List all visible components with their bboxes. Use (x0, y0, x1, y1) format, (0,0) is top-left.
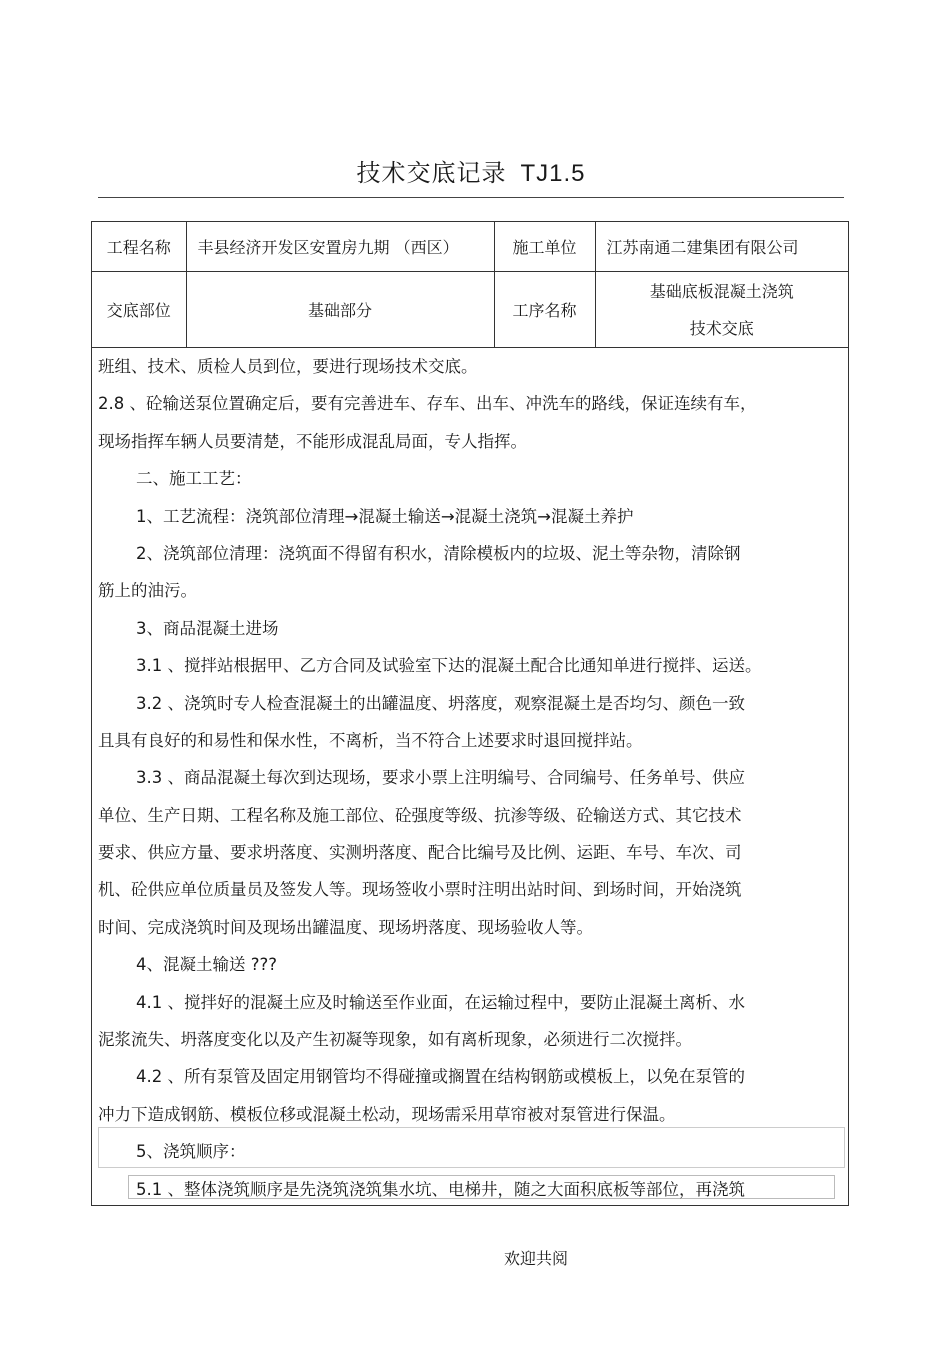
title-code: TJ1.5 (520, 160, 586, 187)
body-line: 2、浇筑部位清理：浇筑面不得留有积水，清除模板内的垃圾、泥土等杂物，清除钢 (136, 543, 741, 563)
contractor-label: 施工单位 (494, 222, 595, 272)
process-name-label: 工序名称 (494, 272, 595, 348)
body-line: 泥浆流失、坍落度变化以及产生初凝等现象，如有离析现象，必须进行二次搅拌。 (98, 1030, 692, 1050)
body-line: 4.2 、所有泵管及固定用钢管均不得碰撞或搁置在结构钢筋或模板上，以免在泵管的 (136, 1067, 745, 1087)
body-line: 2.8 、砼输送泵位置确定后，要有完善进车、存车、出车、冲洗车的路线，保证连续有车， (98, 394, 757, 414)
project-name-value: 丰县经济开发区安置房九期 （西区） (186, 222, 494, 272)
body-line: 4.1 、搅拌好的混凝土应及时输送至作业面，在运输过程中，要防止混凝土离析、水 (136, 992, 745, 1012)
header-row-part (92, 272, 848, 348)
body-line: 筋上的油污。 (98, 581, 197, 601)
body-line: 5、浇筑顺序： (136, 1142, 246, 1162)
body-line: 3.3 、商品混凝土每次到达现场，要求小票上注明编号、合同编号、任务单号、供应 (136, 768, 745, 788)
header-row-project (92, 222, 848, 272)
body-line: 机、砼供应单位质量员及签发人等。现场签收小票时注明出站时间、到场时间，开始浇筑 (98, 880, 742, 900)
body-line: 3.2 、浇筑时专人检查混凝土的出罐温度、坍落度，观察混凝土是否均匀、颜色一致 (136, 693, 745, 713)
handover-part-label: 交底部位 (92, 272, 186, 348)
body-line: 3.1 、搅拌站根据甲、乙方合同及试验室下达的混凝土配合比通知单进行搅拌、运送。 (136, 656, 762, 676)
project-name-label: 工程名称 (92, 222, 186, 272)
section-heading: 二、施工工艺： (136, 469, 252, 489)
body-line: 现场指挥车辆人员要清楚，不能形成混乱局面，专人指挥。 (98, 431, 527, 451)
body-line: 班组、技术、质检人员到位，要进行现场技术交底。 (98, 357, 478, 376)
header-table (92, 222, 848, 348)
body-line: 3、商品混凝土进场 (136, 618, 279, 638)
body-line: 1、工艺流程：浇筑部位清理→混凝土输送→混凝土浇筑→混凝土养护 (136, 506, 634, 526)
process-name-line1: 基础底板混凝土浇筑 (649, 281, 794, 301)
body-line: 且具有良好的和易性和保水性，不离析，当不符合上述要求时退回搅拌站。 (98, 730, 643, 750)
body-line: 要求、供应方量、要求坍落度、实测坍落度、配合比编号及比例、运距、车号、车次、司 (98, 843, 742, 863)
body-line: 冲力下造成钢筋、模板位移或混凝土松动，现场需采用草帘被对泵管进行保温。 (98, 1104, 676, 1124)
process-name-value (595, 272, 848, 348)
document-title (98, 153, 844, 188)
record-frame (91, 221, 849, 1206)
footer-text: 欢迎共阅 (503, 1249, 568, 1268)
handover-part-value: 基础部分 (186, 272, 494, 348)
title-underline (98, 197, 844, 198)
contractor-value: 江苏南通二建集团有限公司 (595, 222, 848, 272)
body-line: 5.1 、整体浇筑顺序是先浇筑浇筑集水坑、电梯井，随之大面积底板等部位，再浇筑 (136, 1179, 745, 1199)
body-line: 单位、生产日期、工程名称及施工部位、砼强度等级、抗渗等级、砼输送方式、其它技术 (98, 805, 742, 825)
body-content (92, 348, 848, 1206)
body-line: 时间、完成浇筑时间及现场出罐温度、现场坍落度、现场验收人等。 (98, 917, 593, 937)
body-line: 4、混凝土输送 ??? (136, 955, 278, 975)
title-main: 技术交底记录 (356, 159, 507, 187)
process-name-line2: 技术交底 (689, 318, 754, 338)
